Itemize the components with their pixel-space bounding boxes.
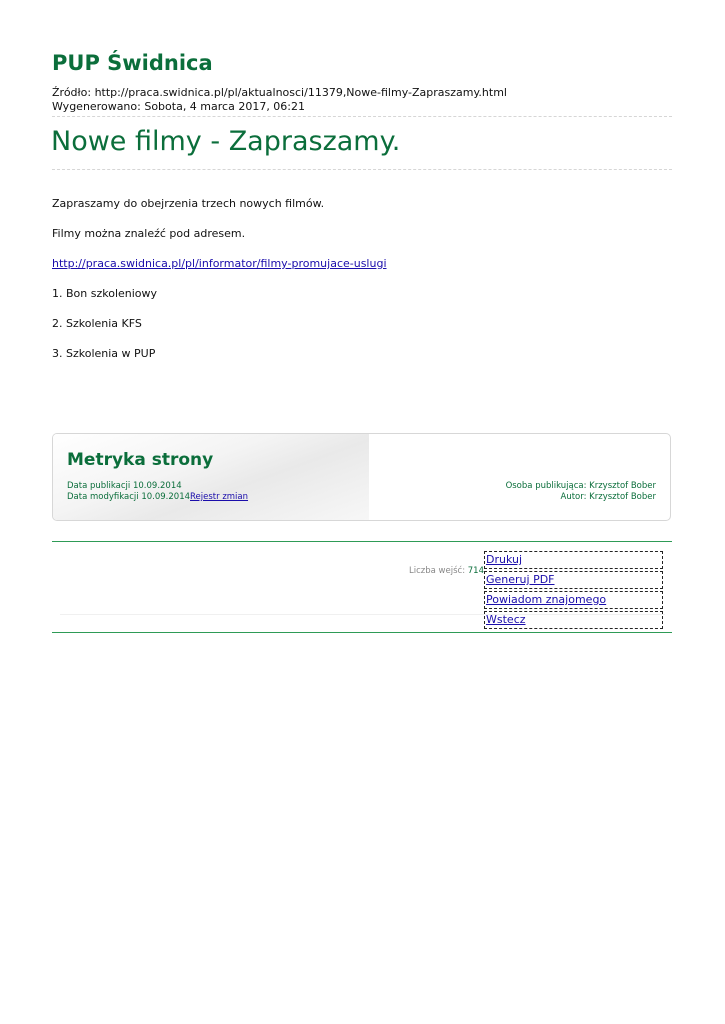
notify-friend-button[interactable]: Powiadom znajomego — [484, 591, 663, 609]
author: Autor: Krzysztof Bober — [560, 492, 656, 502]
list-item: 2. Szkolenia KFS — [52, 317, 142, 330]
document-meta — [52, 86, 507, 114]
print-button[interactable]: Drukuj — [484, 551, 663, 569]
source-url: Źródło: http://praca.swidnica.pl/pl/aktualnosci/11379,Nowe-filmy-Zapraszamy.html — [52, 86, 507, 99]
page-metrics-box — [52, 433, 671, 521]
films-link[interactable]: http://praca.swidnica.pl/pl/informator/filmy-promujace-uslugi — [52, 257, 387, 270]
article-title: Nowe filmy - Zapraszamy. — [51, 126, 401, 157]
link-paragraph — [52, 257, 387, 270]
back-button[interactable]: Wstecz — [484, 611, 663, 629]
footer-inner-divider — [60, 614, 665, 615]
generated-date: Wygenerowano: Sobota, 4 marca 2017, 06:21 — [52, 100, 306, 113]
page-actions — [484, 551, 663, 631]
address-paragraph: Filmy można znaleźć pod adresem. — [52, 227, 246, 240]
publication-date: Data publikacji 10.09.2014 — [67, 481, 182, 491]
visit-counter — [409, 566, 484, 576]
visits-label: Liczba wejść: — [409, 566, 466, 576]
change-history-link[interactable]: Rejestr zmian — [190, 492, 249, 502]
footer-bottom-rule — [52, 632, 672, 633]
visits-count: 714 — [467, 566, 484, 576]
site-title: PUP Świdnica — [52, 51, 213, 75]
intro-paragraph: Zapraszamy do obejrzenia trzech nowych filmów. — [52, 197, 325, 210]
generate-pdf-button[interactable]: Generuj PDF — [484, 571, 663, 589]
metrics-title: Metryka strony — [67, 450, 214, 470]
list-item: 1. Bon szkoleniowy — [52, 287, 158, 300]
metrics-people — [506, 481, 656, 503]
top-divider — [52, 116, 672, 117]
metrics-background — [53, 434, 369, 520]
list-item: 3. Szkolenia w PUP — [52, 347, 156, 360]
publisher: Osoba publikująca: Krzysztof Bober — [505, 481, 656, 491]
footer-top-rule — [52, 541, 672, 542]
metrics-dates — [67, 481, 248, 503]
modification-date-row — [67, 492, 248, 503]
title-divider — [52, 169, 672, 170]
modification-date: Data modyfikacji 10.09.2014 — [67, 492, 191, 502]
